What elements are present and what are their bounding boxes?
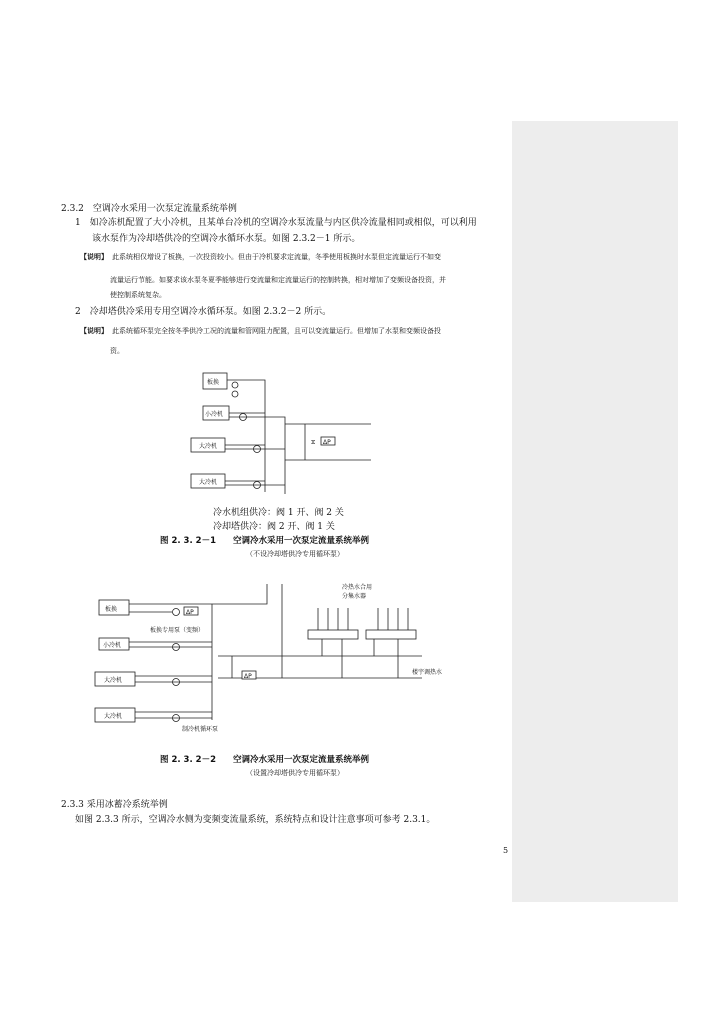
- dp-label: ΔP: [323, 439, 331, 446]
- note-1-line-1: 此系统相仅增设了板换，一次投资较小。但由于冷机要求定流量，冬季使用板换时水泵但定流量运行不如变: [112, 253, 441, 261]
- collector-label-1: 冷热水合用: [342, 584, 373, 591]
- figure-2-subcaption: （设置冷却塔供冷专用循环泵）: [246, 769, 344, 777]
- small-chiller-label: 小冷机: [103, 642, 122, 649]
- dp-label: ΔP: [244, 673, 252, 680]
- page-number: 5: [503, 846, 509, 855]
- dp-label: ΔP: [186, 609, 194, 616]
- note-1-tag: 【说明】: [80, 252, 108, 261]
- figure-2-caption: 图 2. 3. 2－2 空调冷水采用一次泵定流量系统举例: [160, 755, 369, 765]
- plate-hx-label: 板换: [207, 379, 220, 386]
- plate-hx-label: 板换: [105, 606, 118, 613]
- large-chiller-1-label: 大冷机: [104, 677, 123, 684]
- paragraph-item-1: 1 如冷冻机配置了大小冷机，且某单台冷机的空调冷水泵流量与内区供冷流量相同或相似，可以利用: [75, 218, 477, 228]
- valve-icon: [232, 382, 238, 388]
- paragraph-item-1-cont: 该水泵作为冷却塔供冷的空调冷水循环水泵。如图 2.3.2－1 所示。: [92, 234, 361, 244]
- large-chiller-2-label: 大冷机: [104, 713, 123, 720]
- section-2-3-3-body: 如图 2.3.3 所示，空调冷水侧为变频变流量系统，系统特点和设计注意事项可参考 2.3.1。: [75, 815, 436, 825]
- paragraph-item-2: 2 冷却塔供冷采用专用空调冷水循环泵。如图 2.3.2－2 所示。: [75, 307, 332, 317]
- valve-glyph: ⧖: [311, 439, 316, 446]
- plate-pump-label: 板换专用泵（变频）: [150, 627, 205, 634]
- note-2-line-2: 资。: [110, 347, 124, 355]
- section-heading-2-3-2: 2.3.2 空调冷水采用一次泵定流量系统举例: [61, 204, 237, 214]
- comment-margin-pane: [512, 121, 678, 902]
- figure-2-diagram: [92, 578, 472, 736]
- valve-note-2: 冷却塔供冷：阀 2 开、阀 1 关: [213, 522, 335, 532]
- chiller-pump-label: 制冷机循环泵: [182, 726, 219, 733]
- pump-icon: [173, 609, 180, 616]
- small-chiller-label: 小冷机: [205, 411, 224, 418]
- note-2-line-1: 此系统循环泵完全按冬季供冷工况的流量和管网阻力配置，且可以变流量运行。但增加了水泵和变频设备投: [112, 327, 441, 335]
- figure-1-caption: 图 2. 3. 2－1 空调冷水采用一次泵定流量系统举例: [160, 536, 369, 546]
- floor-ac-label: 楼宇调热水: [412, 669, 443, 676]
- valve-note-1: 冷水机组供冷：阀 1 开、阀 2 关: [213, 508, 344, 518]
- collector-label-2: 分集水器: [342, 593, 367, 600]
- note-1-line-3: 使控制系统复杂。: [110, 291, 166, 299]
- large-chiller-2-label: 大冷机: [199, 479, 218, 486]
- valve-icon: [232, 391, 238, 397]
- note-2-tag: 【说明】: [80, 326, 108, 335]
- note-1-line-2: 流量运行节能。如要求该水泵冬夏季能够进行变流量和定流量运行的控制转换，相对增加了变频设备投资，并: [110, 276, 446, 284]
- figure-1-diagram: [185, 368, 380, 498]
- collector-box-2: [366, 630, 416, 639]
- collector-box-1: [308, 630, 358, 639]
- large-chiller-1-label: 大冷机: [199, 443, 218, 450]
- figure-1-subcaption: （不设冷却塔供冷专用循环泵）: [246, 550, 344, 558]
- section-heading-2-3-3: 2.3.3 采用冰蓄冷系统举例: [61, 800, 168, 810]
